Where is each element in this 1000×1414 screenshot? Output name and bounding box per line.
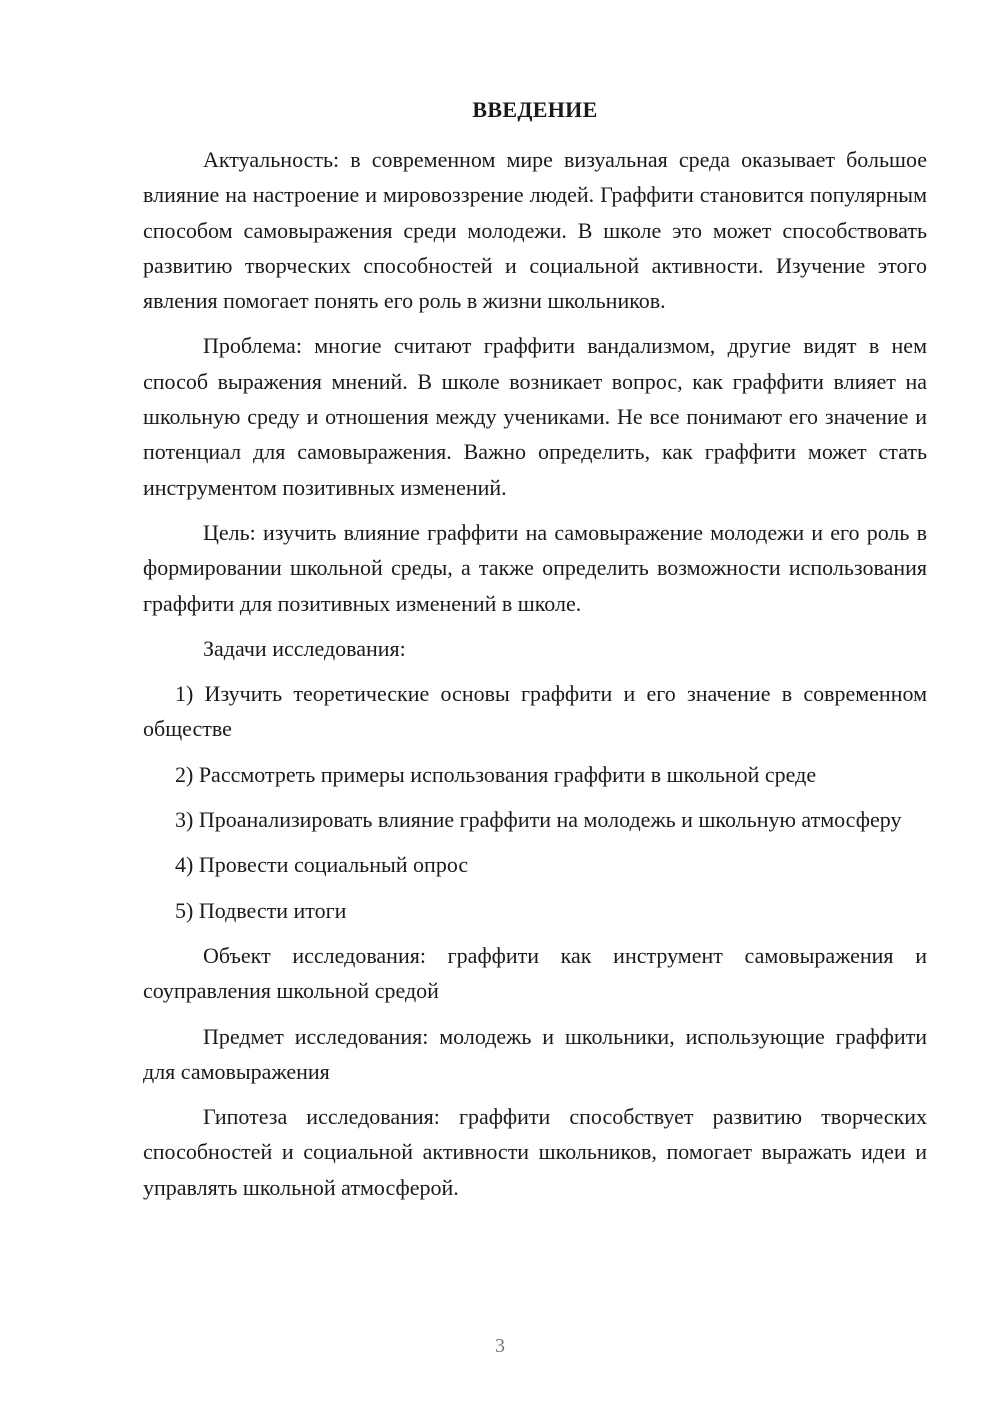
paragraph-tasks-title: Задачи исследования:	[203, 635, 406, 661]
paragraph-subject: Предмет исследования: молодежь и школьники, использующие граффити для самовыражения	[143, 1023, 927, 1084]
paragraph-goal: Цель: изучить влияние граффити на самовыражение молодежи и его роль в формировании школьной среды, а также определить возможности использования граффити для позитивных изменений в школе.	[143, 519, 927, 616]
paragraph-relevance: Актуальность: в современном мире визуальная среда оказывает большое влияние на настроение и мировоззрение людей. Граффити становится популярным способом самовыражения среди молодежи. В школе это может способствовать развитию творческих способностей и социальной активности. Изучение этого явления помогает понять его роль в жизни школьников.	[143, 147, 927, 314]
task-item-3: 3) Проанализировать влияние граффити на молодежь и школьную атмосферу	[175, 807, 902, 833]
paragraph-hypothesis: Гипотеза исследования: граффити способствует развитию творческих способностей и социальной активности школьников, помогает выражать идеи и управлять школьной атмосферой.	[143, 1104, 927, 1200]
page-number: 3	[495, 1335, 505, 1357]
task-item-2: 2) Рассмотреть примеры использования граффити в школьной среде	[175, 761, 817, 787]
task-item-1: 1) Изучить теоретические основы граффити и его значение в современном обществе	[143, 681, 927, 742]
task-item-4: 4) Провести социальный опрос	[175, 852, 469, 878]
document-page	[143, 94, 927, 1215]
paragraph-object: Объект исследования: граффити как инструмент самовыражения и соуправления школьной средой	[143, 942, 927, 1004]
paragraph-problem: Проблема: многие считают граффити вандализмом, другие видят в нем способ выражения мнений. В школе возникает вопрос, как граффити влияет на школьную среду и отношения между учениками. Не все понимают его значение и потенциал для самовыражения. Важно определить, как граффити может стать инструментом позитивных изменений.	[143, 333, 927, 500]
section-heading: ВВЕДЕНИЕ	[472, 97, 598, 122]
task-item-5: 5) Подвести итоги	[175, 897, 347, 923]
